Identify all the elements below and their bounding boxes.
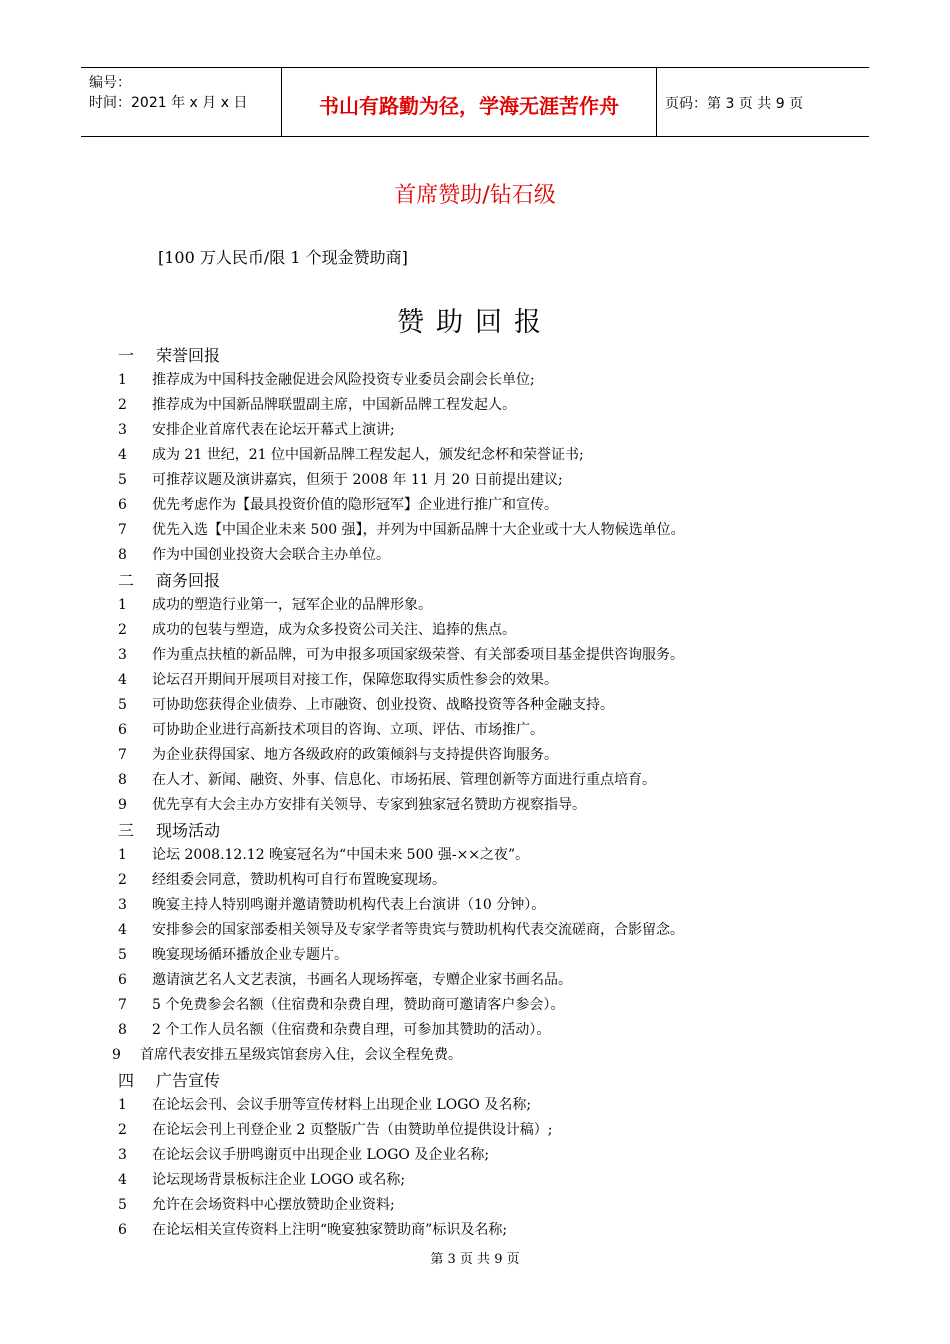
list-item-number: 2 — [118, 622, 127, 638]
list-item-text: 论坛 2008.12.12 晚宴冠名为“中国未来 500 强-××之夜”。 — [152, 847, 530, 863]
list-item-text: 允许在会场资料中心摆放赞助企业资料; — [152, 1197, 395, 1213]
list-item — [118, 1018, 878, 1043]
list-item — [118, 393, 878, 418]
list-item-number: 4 — [118, 672, 127, 688]
list-item-number: 3 — [118, 422, 127, 438]
list-item — [118, 1118, 878, 1143]
list-item — [118, 768, 878, 793]
list-item-text: 在论坛相关宣传资料上注明“晚宴独家赞助商”标识及名称; — [152, 1222, 508, 1238]
list-item-number: 4 — [118, 447, 127, 463]
header-left-cell — [81, 68, 282, 136]
list-item-text: 2 个工作人员名额（住宿费和杂费自理，可参加其赞助的活动）。 — [152, 1022, 551, 1038]
list-item — [118, 443, 878, 468]
list-item-text: 邀请演艺名人文艺表演，书画名人现场挥毫，专赠企业家书画名品。 — [152, 972, 572, 988]
list-item-number: 2 — [118, 872, 127, 888]
section-number: 三 — [118, 821, 135, 840]
list-item — [118, 743, 878, 768]
list-item-text: 首席代表安排五星级宾馆套房入住，会议全程免费。 — [140, 1047, 462, 1063]
list-item — [118, 668, 878, 693]
list-item-number: 6 — [118, 497, 127, 513]
list-item-number: 5 — [118, 947, 127, 963]
list-item-text: 在论坛会议手册鸣谢页中出现企业 LOGO 及企业名称; — [152, 1147, 490, 1163]
list-item-number: 4 — [118, 1172, 127, 1188]
header-motto: 书山有路勤为径，学海无涯苦作舟 — [319, 94, 619, 118]
document-title: 首席赞助/钻石级 — [394, 183, 556, 208]
list-item — [118, 1168, 878, 1193]
list-item-text: 可协助企业进行高新技术项目的咨询、立项、评估、市场推广。 — [152, 722, 544, 738]
list-item-number: 1 — [118, 847, 127, 863]
list-item — [118, 993, 878, 1018]
list-item-text: 成功的塑造行业第一，冠军企业的品牌形象。 — [152, 597, 432, 613]
section-title — [118, 818, 878, 843]
list-item-number: 6 — [118, 972, 127, 988]
document-number-label: 编号： — [89, 75, 131, 91]
list-item-text: 论坛现场背景板标注企业 LOGO 或名称; — [152, 1172, 406, 1188]
list-item — [118, 868, 878, 893]
list-item — [118, 518, 878, 543]
list-item-text: 优先考虑作为【最具投资价值的隐形冠军】企业进行推广和宣传。 — [152, 497, 558, 513]
list-item-text: 为企业获得国家、地方各级政府的政策倾斜与支持提供咨询服务。 — [152, 747, 558, 763]
list-item-number: 2 — [118, 1122, 127, 1138]
list-item-number: 8 — [118, 772, 127, 788]
list-item-number: 7 — [118, 522, 127, 538]
list-item-text: 推荐成为中国新品牌联盟副主席，中国新品牌工程发起人。 — [152, 397, 516, 413]
list-item-text: 在人才、新闻、融资、外事、信息化、市场拓展、管理创新等方面进行重点培育。 — [152, 772, 656, 788]
list-item-number: 7 — [118, 997, 127, 1013]
section-heading: 赞助回报 — [397, 307, 553, 338]
list-item-text: 推荐成为中国科技金融促进会风险投资专业委员会副会长单位; — [152, 372, 535, 388]
list-item — [118, 1093, 878, 1118]
list-item — [118, 1193, 878, 1218]
list-item — [118, 893, 878, 918]
list-item-text: 论坛召开期间开展项目对接工作，保障您取得实质性参会的效果。 — [152, 672, 558, 688]
list-item-text: 可协助您获得企业债券、上市融资、创业投资、战略投资等各种金融支持。 — [152, 697, 614, 713]
list-item-number: 1 — [118, 1097, 127, 1113]
list-item-number: 9 — [118, 797, 127, 813]
list-item-number: 7 — [118, 747, 127, 763]
document-date-label: 时间：2021 年 x 月 x 日 — [89, 95, 248, 111]
header-middle-cell — [282, 68, 657, 136]
list-item — [118, 468, 878, 493]
list-item-number: 1 — [118, 372, 127, 388]
list-item-number: 4 — [118, 922, 127, 938]
list-item-text: 晚宴主持人特别鸣谢并邀请赞助机构代表上台演讲（10 分钟）。 — [152, 897, 546, 913]
list-item-number: 8 — [118, 547, 127, 563]
list-item-text: 晚宴现场循环播放企业专题片。 — [152, 947, 348, 963]
list-item — [118, 918, 878, 943]
list-item — [118, 593, 878, 618]
document-subtitle: [100 万人民币/限 1 个现金赞助商] — [158, 248, 408, 267]
list-item — [118, 368, 878, 393]
list-item-number: 6 — [118, 722, 127, 738]
list-item-text: 优先享有大会主办方安排有关领导、专家到独家冠名赞助方视察指导。 — [152, 797, 586, 813]
list-item — [118, 718, 878, 743]
list-item — [118, 643, 878, 668]
list-item-text: 可推荐议题及演讲嘉宾，但须于 2008 年 11 月 20 日前提出建议; — [152, 472, 563, 488]
section-title — [118, 1068, 878, 1093]
list-item-number: 5 — [118, 1197, 127, 1213]
section-number: 二 — [118, 571, 135, 590]
list-item — [118, 618, 878, 643]
document-body — [112, 343, 878, 1243]
section-title — [118, 343, 878, 368]
list-item-number: 6 — [118, 1222, 127, 1238]
list-item-text: 优先入选【中国企业未来 500 强】，并列为中国新品牌十大企业或十大人物候选单位。 — [152, 522, 685, 538]
list-item — [118, 843, 878, 868]
list-item — [118, 968, 878, 993]
list-item-text: 成功的包装与塑造，成为众多投资公司关注、追捧的焦点。 — [152, 622, 516, 638]
list-item-number: 1 — [118, 597, 127, 613]
list-item-text: 作为重点扶植的新品牌，可为申报多项国家级荣誉、有关部委项目基金提供咨询服务。 — [152, 647, 684, 663]
page-footer: 第 3 页 共 9 页 — [430, 1252, 520, 1267]
list-item — [118, 943, 878, 968]
list-item-text: 成为 21 世纪，21 位中国新品牌工程发起人，颁发纪念杯和荣誉证书; — [152, 447, 584, 463]
list-item — [118, 543, 878, 568]
section-title-text: 现场活动 — [156, 821, 221, 840]
list-item — [118, 493, 878, 518]
list-item — [118, 693, 878, 718]
list-item-text: 作为中国创业投资大会联合主办单位。 — [152, 547, 390, 563]
list-item-number: 5 — [118, 697, 127, 713]
section-title-text: 广告宣传 — [156, 1071, 221, 1090]
list-item — [118, 793, 878, 818]
section-title-text: 商务回报 — [156, 571, 221, 590]
list-item-text: 经组委会同意，赞助机构可自行布置晚宴现场。 — [152, 872, 446, 888]
list-item-text: 安排企业首席代表在论坛开幕式上演讲; — [152, 422, 395, 438]
list-item-text: 在论坛会刊上刊登企业 2 页整版广告（由赞助单位提供设计稿）; — [152, 1122, 553, 1138]
header-right-cell — [657, 68, 869, 136]
section-number: 一 — [118, 346, 135, 365]
list-item — [118, 1218, 878, 1243]
list-item-text: 在论坛会刊、会议手册等宣传材料上出现企业 LOGO 及名称; — [152, 1097, 532, 1113]
list-item-number: 3 — [118, 1147, 127, 1163]
section-title — [118, 568, 878, 593]
list-item-text: 5 个免费参会名额（住宿费和杂费自理，赞助商可邀请客户参会）。 — [152, 997, 565, 1013]
list-item — [118, 1143, 878, 1168]
list-item-number: 9 — [112, 1047, 121, 1063]
section-number: 四 — [118, 1071, 135, 1090]
page-header — [81, 67, 869, 137]
list-item-text: 安排参会的国家部委相关领导及专家学者等贵宾与赞助机构代表交流磋商，合影留念。 — [152, 922, 684, 938]
list-item-number: 5 — [118, 472, 127, 488]
section-title-text: 荣誉回报 — [156, 346, 221, 365]
header-page-info: 页码：第 3 页 共 9 页 — [665, 96, 804, 112]
list-item-number: 3 — [118, 897, 127, 913]
list-item-number: 3 — [118, 647, 127, 663]
list-item-number: 8 — [118, 1022, 127, 1038]
list-item — [118, 418, 878, 443]
list-item — [112, 1043, 878, 1068]
list-item-number: 2 — [118, 397, 127, 413]
